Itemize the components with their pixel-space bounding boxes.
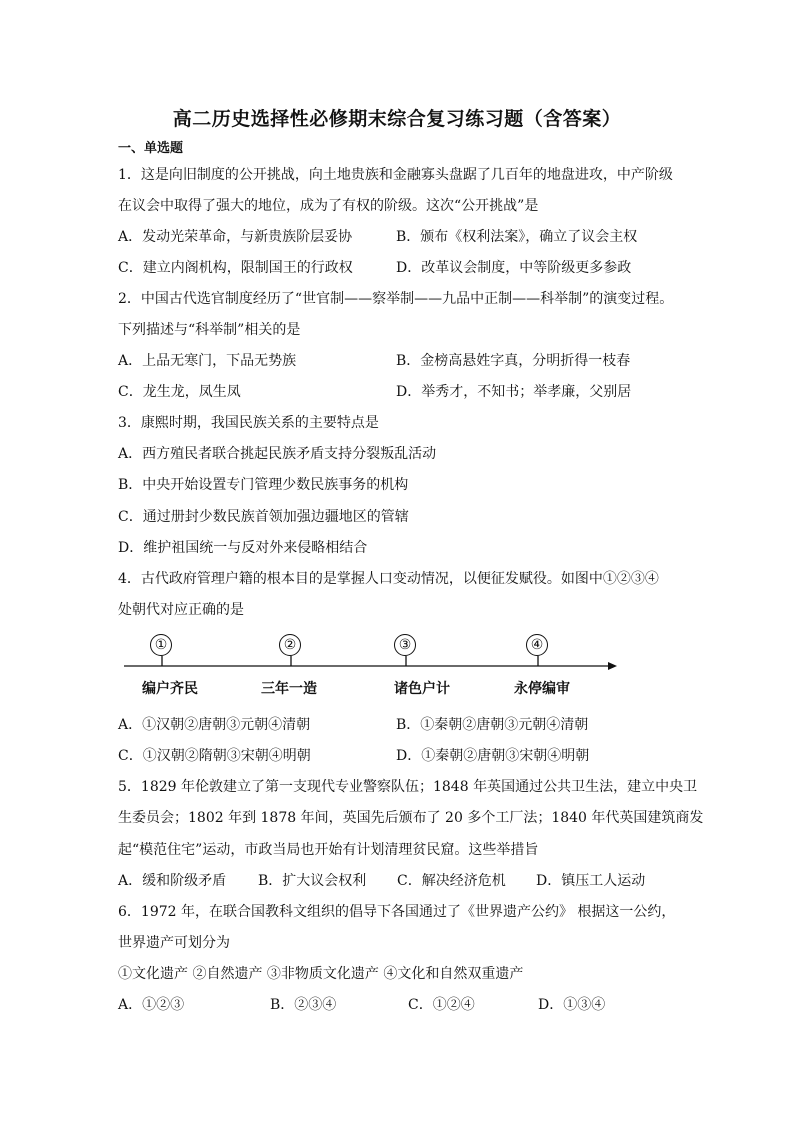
question-2-stem-line-1: 2．中国古代选官制度经历了“世官制——察举制——九品中正制——科举制”的演变过程。 [118, 291, 674, 307]
question-6-option-d: D．①③④ [538, 997, 606, 1013]
question-5-stem-line-1: 5．1829 年伦敦建立了第一支现代专业警察队伍；1848 年英国通过公共卫生法，建立中央卫 [118, 779, 698, 795]
question-1-stem-line-2: 在议会中取得了强大的地位，成为了有权的阶级。这次“公开挑战”是 [118, 198, 539, 214]
question-1-option-a: A．发动光荣革命，与新贵族阶层妥协 [118, 229, 353, 245]
timeline-marker-2: ② [279, 634, 301, 656]
dynasty-timeline-figure [120, 632, 620, 702]
question-6-stem-line-1: 6．1972 年，在联合国教科文组织的倡导下各国通过了《世界遗产公约》 根据这一公约， [118, 904, 676, 920]
question-4-option-d: D．①秦朝②唐朝③宋朝④明朝 [396, 748, 590, 764]
question-6-stem-line-2: 世界遗产可划分为 [118, 935, 230, 951]
question-4-option-a: A．①汉朝②唐朝③元朝④清朝 [118, 717, 311, 733]
question-1-stem-line-1: 1．这是向旧制度的公开挑战，向土地贵族和金融寡头盘踞了几百年的地盘进攻，中产阶级 [118, 167, 673, 183]
timeline-marker-4: ④ [526, 634, 548, 656]
question-6-stem-line-3: ①文化遗产 ②自然遗产 ③非物质文化遗产 ④文化和自然双重遗产 [118, 966, 524, 982]
timeline-label-4: 永停编审 [514, 681, 570, 697]
question-1-option-d: D．改革议会制度，中等阶级更多参政 [396, 260, 632, 276]
question-5-option-d: D．镇压工人运动 [536, 873, 646, 889]
timeline-label-3: 诸色户计 [394, 681, 450, 697]
question-6-option-c: C．①②④ [408, 997, 475, 1013]
question-4-stem-line-1: 4．古代政府管理户籍的根本目的是掌握人口变动情况，以便征发赋役。如图中①②③④ [118, 571, 659, 587]
question-3-option-b: B．中央开始设置专门管理少数民族事务的机构 [118, 477, 409, 493]
question-4-option-c: C．①汉朝②隋朝③宋朝④明朝 [118, 748, 311, 764]
question-3-stem: 3．康熙时期，我国民族关系的主要特点是 [118, 415, 379, 431]
question-5-stem-line-3: 起“模范住宅”运动，市政当局也开始有计划清理贫民窟。这些举措旨 [118, 842, 539, 858]
timeline-marker-3: ③ [394, 634, 416, 656]
question-2-option-d: D．举秀才，不知书；举孝廉，父别居 [396, 384, 632, 400]
timeline-arrowhead [608, 662, 617, 670]
question-3-option-d: D．维护祖国统一与反对外来侵略相结合 [118, 540, 368, 556]
timeline-label-2: 三年一造 [261, 681, 317, 697]
question-1-option-b: B．颁布《权利法案》，确立了议会主权 [396, 229, 638, 245]
question-2-option-b: B．金榜高悬姓字真，分明折得一枝春 [396, 353, 631, 369]
question-1-option-c: C．建立内阁机构，限制国王的行政权 [118, 260, 353, 276]
question-6-option-b: B．②③④ [270, 997, 337, 1013]
question-4-stem-line-2: 处朝代对应正确的是 [118, 602, 244, 618]
question-5-option-c: C．解决经济危机 [397, 873, 506, 889]
question-5-option-a: A．缓和阶级矛盾 [118, 873, 227, 889]
page-title: 高二历史选择性必修期末综合复习练习题（含答案） [172, 108, 622, 130]
timeline-label-1: 编户齐民 [142, 681, 198, 697]
question-2-option-c: C．龙生龙，凤生凤 [118, 384, 241, 400]
timeline-marker-1: ① [150, 634, 172, 656]
question-5-stem-line-2: 生委员会；1802 年到 1878 年间，英国先后颁布了 20 多个工厂法；1840 年代英国建筑商发 [118, 810, 704, 826]
question-2-option-a: A．上品无寒门，下品无势族 [118, 353, 297, 369]
question-4-option-b: B．①秦朝②唐朝③元朝④清朝 [396, 717, 589, 733]
question-6-option-a: A．①②③ [118, 997, 185, 1013]
section-heading: 一、单选题 [118, 141, 184, 156]
question-3-option-a: A．西方殖民者联合挑起民族矛盾支持分裂叛乱活动 [118, 446, 437, 462]
question-5-option-b: B．扩大议会权利 [258, 873, 367, 889]
question-2-stem-line-2: 下列描述与“科举制”相关的是 [118, 322, 301, 338]
question-3-option-c: C．通过册封少数民族首领加强边疆地区的管辖 [118, 509, 409, 525]
